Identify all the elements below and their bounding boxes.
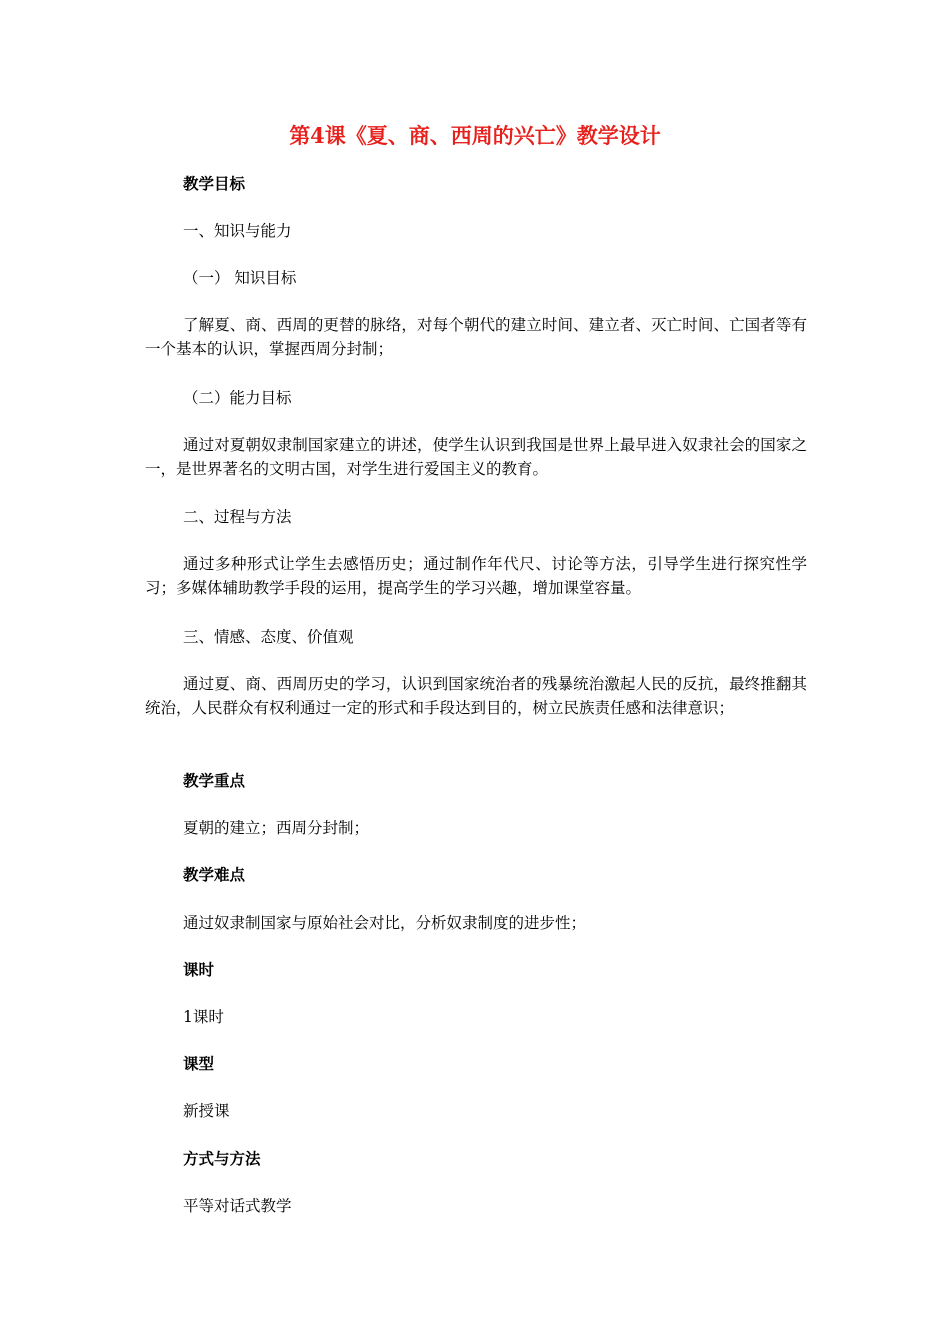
objectives-heading: 教学目标 xyxy=(183,174,246,193)
lesson-type-text: 新授课 xyxy=(183,1102,230,1120)
section-knowledge-ability: 一、知识与能力 xyxy=(183,222,292,240)
lesson-type-heading: 课型 xyxy=(183,1054,215,1073)
ability-objective-text: 通过对夏朝奴隶制国家建立的讲述，使学生认识到我国是世界上最早进入奴隶社会的国家之一，是世界著名的文明古国，对学生进行爱国主义的教育。 xyxy=(145,436,807,478)
section-values: 三、情感、态度、价值观 xyxy=(183,628,354,646)
key-points-text: 夏朝的建立；西周分封制； xyxy=(183,819,370,837)
methods-text: 平等对话式教学 xyxy=(183,1197,292,1215)
values-text: 通过夏、商、西周历史的学习，认识到国家统治者的残暴统治激起人民的反抗，最终推翻其统治，人民群众有权利通过一定的形式和手段达到目的，树立民族责任感和法律意识； xyxy=(145,675,807,717)
knowledge-objective-text: 了解夏、商、西周的更替的脉络，对每个朝代的建立时间、建立者、灭亡时间、亡国者等有一个基本的认识，掌握西周分封制； xyxy=(145,316,807,358)
class-hours-heading: 课时 xyxy=(183,960,215,979)
knowledge-objective-heading: （一） 知识目标 xyxy=(183,269,297,287)
process-method-text: 通过多种形式让学生去感悟历史；通过制作年代尺、讨论等方法，引导学生进行探究性学习；多媒体辅助教学手段的运用，提高学生的学习兴趣，增加课堂容量。 xyxy=(145,555,807,597)
difficulties-text: 通过奴隶制国家与原始社会对比，分析奴隶制度的进步性； xyxy=(183,914,587,932)
class-hours-text: 1课时 xyxy=(183,1008,224,1026)
document-title: 第4课《夏、商、西周的兴亡》教学设计 xyxy=(289,123,661,148)
section-process-method: 二、过程与方法 xyxy=(183,508,292,526)
difficulties-heading: 教学难点 xyxy=(183,865,246,884)
key-points-heading: 教学重点 xyxy=(183,771,246,790)
methods-heading: 方式与方法 xyxy=(183,1149,261,1168)
ability-objective-heading: （二）能力目标 xyxy=(183,389,292,407)
